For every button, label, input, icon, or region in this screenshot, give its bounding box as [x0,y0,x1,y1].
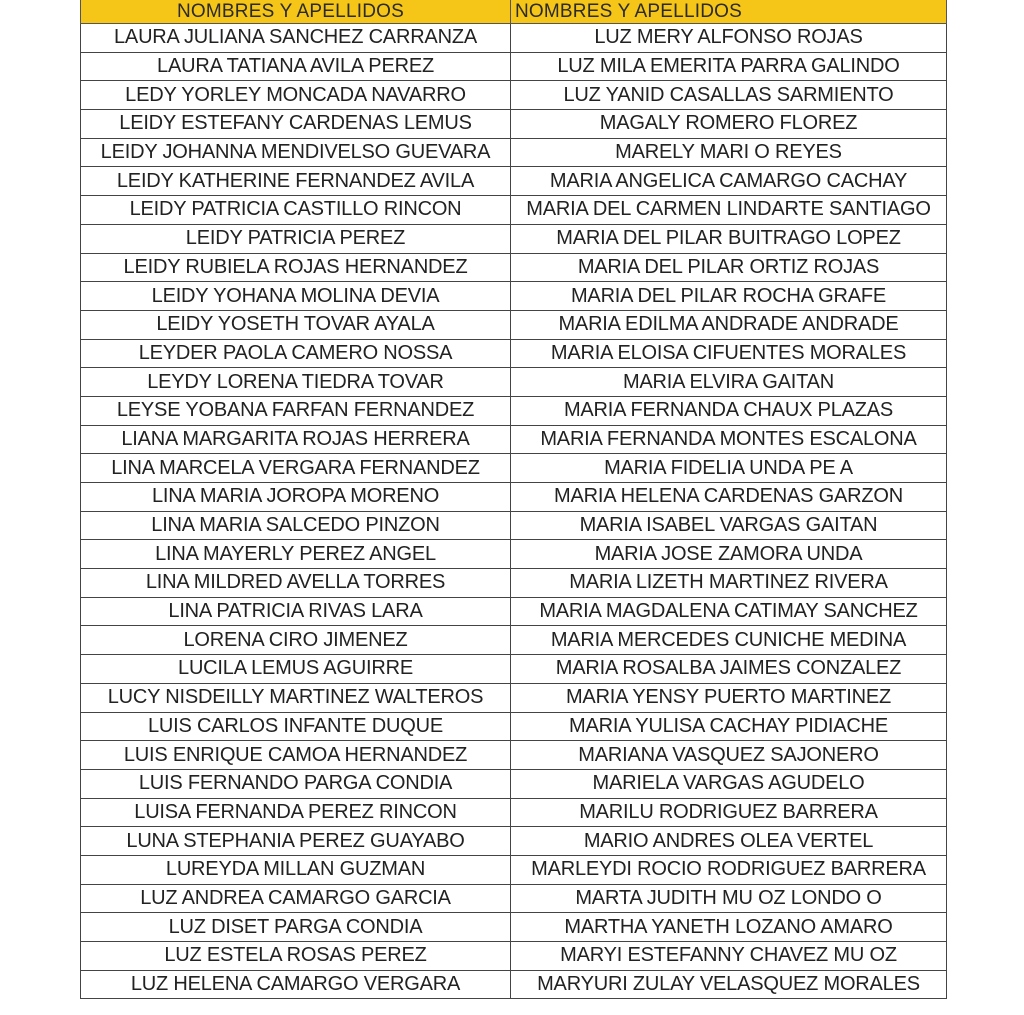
name-cell-col2: MARIA FERNANDA CHAUX PLAZAS [511,396,947,425]
name-cell-col2: MARIA DEL CARMEN LINDARTE SANTIAGO [511,196,947,225]
table-row [81,712,947,741]
name-cell-col1: LEYSE YOBANA FARFAN FERNANDEZ [81,396,511,425]
names-table-body [81,24,947,999]
table-row [81,253,947,282]
table-row [81,167,947,196]
name-cell-col1: LUIS ENRIQUE CAMOA HERNANDEZ [81,741,511,770]
table-row [81,24,947,53]
name-cell-col2: MARIA ANGELICA CAMARGO CACHAY [511,167,947,196]
table-row [81,339,947,368]
name-cell-col1: LEYDER PAOLA CAMERO NOSSA [81,339,511,368]
table-row [81,224,947,253]
name-cell-col2: MAGALY ROMERO FLOREZ [511,110,947,139]
name-cell-col2: MARIA FERNANDA MONTES ESCALONA [511,425,947,454]
table-row [81,425,947,454]
table-row [81,655,947,684]
table-row [81,798,947,827]
name-cell-col2: MARIA YENSY PUERTO MARTINEZ [511,683,947,712]
header-row [81,0,947,24]
name-cell-col2: MARYI ESTEFANNY CHAVEZ MU OZ [511,942,947,971]
table-row [81,368,947,397]
table-row [81,942,947,971]
name-cell-col2: MARIA ROSALBA JAIMES CONZALEZ [511,655,947,684]
name-cell-col2: MARIA HELENA CARDENAS GARZON [511,483,947,512]
name-cell-col1: LEIDY YOHANA MOLINA DEVIA [81,282,511,311]
name-cell-col1: LORENA CIRO JIMENEZ [81,626,511,655]
name-cell-col2: MARIA DEL PILAR ORTIZ ROJAS [511,253,947,282]
name-cell-col1: LEIDY JOHANNA MENDIVELSO GUEVARA [81,138,511,167]
name-cell-col1: LUCY NISDEILLY MARTINEZ WALTEROS [81,683,511,712]
table-row [81,511,947,540]
name-cell-col2: LUZ YANID CASALLAS SARMIENTO [511,81,947,110]
table-row [81,884,947,913]
name-cell-col1: LUIS FERNANDO PARGA CONDIA [81,769,511,798]
name-cell-col2: MARIA DEL PILAR BUITRAGO LOPEZ [511,224,947,253]
table-row [81,913,947,942]
name-cell-col1: LUZ ANDREA CAMARGO GARCIA [81,884,511,913]
table-row [81,138,947,167]
name-cell-col1: LINA MARIA JOROPA MORENO [81,483,511,512]
name-cell-col1: LUNA STEPHANIA PEREZ GUAYABO [81,827,511,856]
name-cell-col2: MARIELA VARGAS AGUDELO [511,769,947,798]
table-row [81,683,947,712]
name-cell-col1: LEIDY RUBIELA ROJAS HERNANDEZ [81,253,511,282]
table-row [81,282,947,311]
name-cell-col1: LEIDY PATRICIA CASTILLO RINCON [81,196,511,225]
name-cell-col2: MARIA MERCEDES CUNICHE MEDINA [511,626,947,655]
table-row [81,769,947,798]
table-row [81,540,947,569]
name-cell-col2: MARILU RODRIGUEZ BARRERA [511,798,947,827]
table-row [81,970,947,999]
name-cell-col1: LUREYDA MILLAN GUZMAN [81,855,511,884]
table-row [81,310,947,339]
table-row [81,52,947,81]
name-cell-col2: MARIA YULISA CACHAY PIDIACHE [511,712,947,741]
table-row [81,81,947,110]
name-cell-col1: LUZ DISET PARGA CONDIA [81,913,511,942]
table-row [81,626,947,655]
name-cell-col2: MARIA FIDELIA UNDA PE A [511,454,947,483]
name-cell-col1: LEIDY PATRICIA PEREZ [81,224,511,253]
table-row [81,827,947,856]
name-cell-col2: MARIA ELOISA CIFUENTES MORALES [511,339,947,368]
name-cell-col2: MARIANA VASQUEZ SAJONERO [511,741,947,770]
table-row [81,569,947,598]
name-cell-col2: MARELY MARI O REYES [511,138,947,167]
name-cell-col2: MARIO ANDRES OLEA VERTEL [511,827,947,856]
name-cell-col1: LINA MARCELA VERGARA FERNANDEZ [81,454,511,483]
name-cell-col1: LEIDY YOSETH TOVAR AYALA [81,310,511,339]
header-cell-col1: NOMBRES Y APELLIDOS [81,0,511,24]
name-cell-col2: MARIA EDILMA ANDRADE ANDRADE [511,310,947,339]
table-row [81,855,947,884]
name-cell-col2: MARLEYDI ROCIO RODRIGUEZ BARRERA [511,855,947,884]
name-cell-col2: MARTHA YANETH LOZANO AMARO [511,913,947,942]
table-row [81,454,947,483]
name-cell-col2: MARIA DEL PILAR ROCHA GRAFE [511,282,947,311]
name-cell-col1: LIANA MARGARITA ROJAS HERRERA [81,425,511,454]
name-cell-col2: MARYURI ZULAY VELASQUEZ MORALES [511,970,947,999]
name-cell-col2: MARTA JUDITH MU OZ LONDO O [511,884,947,913]
name-cell-col1: LUZ ESTELA ROSAS PEREZ [81,942,511,971]
name-cell-col1: LUISA FERNANDA PEREZ RINCON [81,798,511,827]
name-cell-col1: LUZ HELENA CAMARGO VERGARA [81,970,511,999]
name-cell-col1: LEIDY ESTEFANY CARDENAS LEMUS [81,110,511,139]
name-cell-col1: LEIDY KATHERINE FERNANDEZ AVILA [81,167,511,196]
name-cell-col1: LAURA JULIANA SANCHEZ CARRANZA [81,24,511,53]
table-row [81,110,947,139]
name-cell-col1: LINA PATRICIA RIVAS LARA [81,597,511,626]
name-cell-col2: LUZ MERY ALFONSO ROJAS [511,24,947,53]
name-cell-col2: LUZ MILA EMERITA PARRA GALINDO [511,52,947,81]
table-row [81,483,947,512]
name-cell-col1: LEDY YORLEY MONCADA NAVARRO [81,81,511,110]
header-cell-col2: NOMBRES Y APELLIDOS [511,0,947,24]
name-cell-col1: LINA MARIA SALCEDO PINZON [81,511,511,540]
names-table [80,0,947,999]
name-cell-col1: LINA MILDRED AVELLA TORRES [81,569,511,598]
name-cell-col1: LUIS CARLOS INFANTE DUQUE [81,712,511,741]
name-cell-col1: LAURA TATIANA AVILA PEREZ [81,52,511,81]
table-row [81,196,947,225]
name-cell-col2: MARIA ISABEL VARGAS GAITAN [511,511,947,540]
name-cell-col1: LUCILA LEMUS AGUIRRE [81,655,511,684]
name-cell-col2: MARIA ELVIRA GAITAN [511,368,947,397]
name-cell-col1: LINA MAYERLY PEREZ ANGEL [81,540,511,569]
name-list-sheet [80,0,946,999]
name-cell-col2: MARIA LIZETH MARTINEZ RIVERA [511,569,947,598]
table-row [81,741,947,770]
name-cell-col1: LEYDY LORENA TIEDRA TOVAR [81,368,511,397]
table-row [81,396,947,425]
name-cell-col2: MARIA MAGDALENA CATIMAY SANCHEZ [511,597,947,626]
table-row [81,597,947,626]
name-cell-col2: MARIA JOSE ZAMORA UNDA [511,540,947,569]
